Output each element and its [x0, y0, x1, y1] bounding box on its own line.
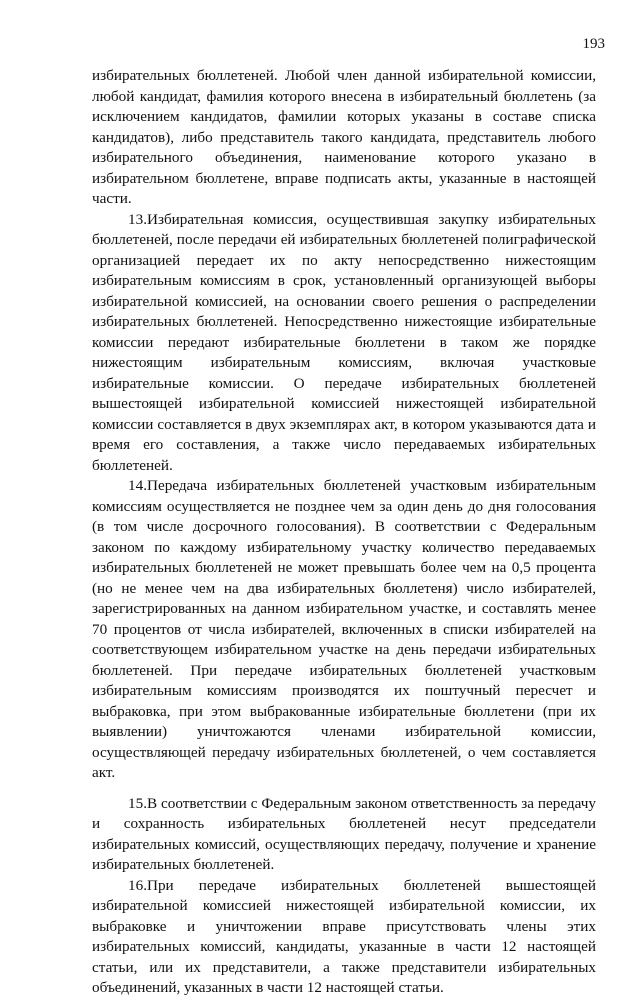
page-number: 193	[582, 36, 605, 52]
paragraph-16: 16.При передаче избирательных бюллетеней вышестоящей избирательной комиссией нижестоящей избирательной комиссии, их выбраковке и уничтожении вправе присутствовать члены этих избирательных комиссий, кандидаты, указанные в части 12 настоящей статьи, или их представители, а также представители избирательных объединений, указанных в части 12 настоящей статьи.	[92, 876, 596, 996]
paragraph-continuation: избирательных бюллетеней. Любой член данной избирательной комиссии, любой кандидат, фамилия которого внесена в избирательный бюллетень (за исключением кандидатов, фамилии которых указаны в составе списка кандидатов), либо представитель такого кандидата, представитель любого избирательного объединения, наименование которого указано в избирательном бюллетене, вправе подписать акты, указанные в настоящей части.	[92, 67, 596, 207]
paragraph-13: 13.Избирательная комиссия, осуществившая закупку избирательных бюллетеней, после передачи ей избирательных бюллетеней полиграфической организацией передает их по акту непосредственно нижестоящим избирательным комиссиям в срок, установленный организующей выборы избирательной комиссией, на основании своего решения о распределении избирательных бюллетеней. Непосредственно нижестоящие избирательные комиссии передают избирательные бюллетени в таком же порядке нижестоящим избирательным комиссиям, включая участковые избирательные комиссии. О передаче избирательных бюллетеней вышестоящей избирательной комиссией нижестоящей избирательной комиссии составляется в двух экземплярах акт, в котором указываются дата и время его составления, а также число передаваемых избирательных бюллетеней.	[92, 210, 596, 474]
paragraph-14: 14.Передача избирательных бюллетеней участковым избирательным комиссиям осуществляется не позднее чем за один день до дня голосования (в том числе досрочного голосования). В соответствии с Федеральным законом по каждому избирательному участку количество передаваемых избирательных бюллетеней не может превышать более чем на 0,5 процента (но не менее чем на два избирательных бюллетеня) число избирателей, зарегистрированных на данном избирательном участке, и составлять менее 70 процентов от числа избирателей, включенных в списки избирателей на соответствующем избирательном участке на день передачи избирательных бюллетеней. При передаче избирательных бюллетеней участковым избирательным комиссиям производятся их поштучный пересчет и выбраковка, при этом выбракованные избирательные бюллетени (при их выявлении) уничтожаются членами избирательной комиссии, осуществляющей передачу избирательных бюллетеней, о чем составляется акт.	[92, 477, 596, 781]
document-body	[92, 66, 596, 999]
paragraph-15: 15.В соответствии с Федеральным законом ответственность за передачу и сохранность избирательных бюллетеней несут председатели избирательных комиссий, осуществляющих передачу, получение и хранение избирательных бюллетеней.	[92, 794, 596, 873]
